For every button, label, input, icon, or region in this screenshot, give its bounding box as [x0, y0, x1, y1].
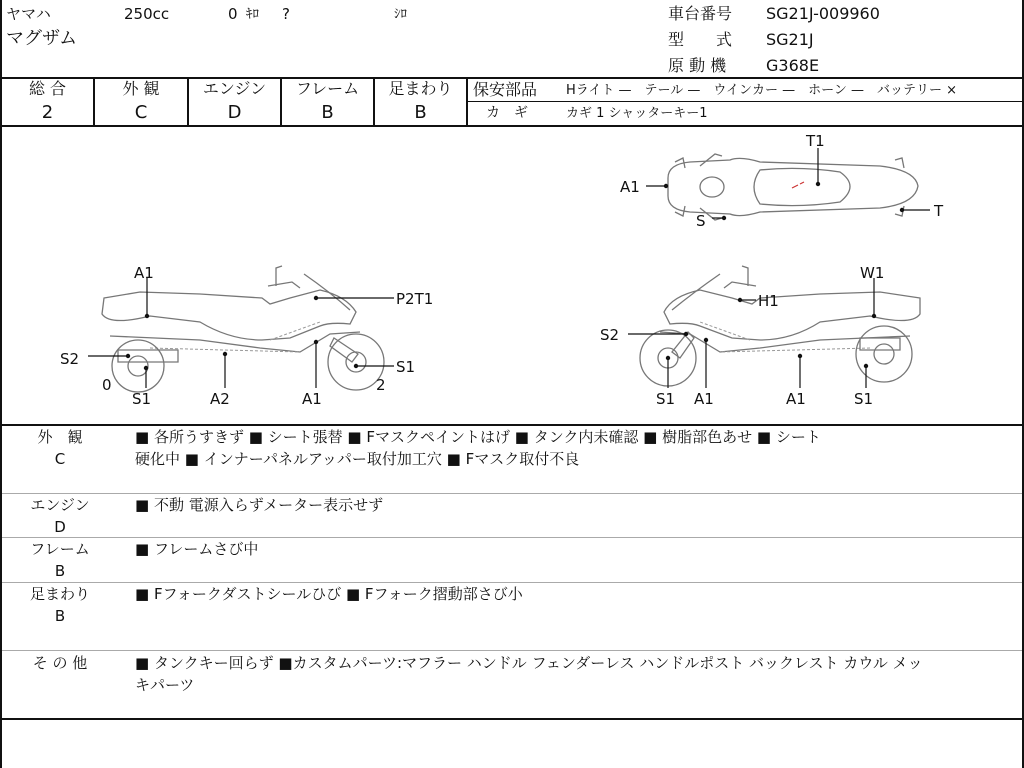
label-left-a1-top: A1 [134, 264, 154, 282]
frame-number: SG21J-009960 [766, 4, 880, 23]
label-right-s1-right: S1 [854, 390, 874, 408]
key-value: カギ 1 シャッターキー1 [566, 106, 708, 121]
label-left-a2: A2 [210, 390, 230, 408]
label-left-s2: S2 [60, 350, 80, 368]
color-label: ｼﾛ [394, 7, 407, 22]
label-top-s: S [696, 212, 706, 230]
left-side-bike [102, 266, 384, 392]
detail-exterior-text-2: 硬化中 ■ インナーパネルアッパー取付加工穴 ■ Fマスク取付不良 [135, 450, 580, 468]
grade-exterior-label: 外 観 [122, 79, 160, 98]
mileage-value: 0 [228, 5, 238, 23]
divider-diagram [0, 424, 1024, 426]
detail-suspension-grade: B [54, 607, 66, 625]
model-code: SG21J [766, 30, 814, 49]
divider-details [0, 718, 1024, 720]
grade-divider [466, 78, 468, 126]
grade-frame-value: B [321, 102, 334, 123]
mileage-flag: ? [282, 5, 290, 23]
label-left-2: 2 [376, 376, 386, 394]
frame-number-label: 車台番号 [668, 4, 733, 23]
label-right-h1: H1 [758, 292, 779, 310]
detail-divider [2, 493, 1022, 494]
damage-diagram [0, 126, 1024, 424]
detail-engine-category: エンジン [30, 496, 90, 514]
label-left-s1-front: S1 [396, 358, 416, 376]
label-right-s1-left: S1 [656, 390, 676, 408]
label-left-s1-bottom: S1 [132, 390, 152, 408]
detail-frame-category: フレーム [30, 540, 90, 558]
detail-frame-grade: B [54, 562, 66, 580]
label-right-a1-left: A1 [694, 390, 714, 408]
detail-exterior-category: 外 観 [37, 428, 83, 446]
detail-suspension-category: 足まわり [29, 585, 90, 603]
top-view-bike [668, 154, 918, 220]
safety-items: Hライト — テール — ウインカー — ホーン — バッテリー × [566, 83, 958, 98]
model-name: マグザム [6, 28, 78, 49]
detail-divider [2, 650, 1022, 651]
grade-suspension-value: B [414, 102, 427, 123]
safety-divider [467, 101, 1023, 102]
detail-divider [2, 582, 1022, 583]
label-right-w1: W1 [860, 264, 885, 282]
detail-other-category: そ の 他 [32, 654, 88, 672]
maker-name: ヤマハ [6, 5, 51, 23]
safety-label: 保安部品 [473, 80, 538, 99]
detail-divider [2, 537, 1022, 538]
detail-other-text-1: ■ タンクキー回らず ■カスタムパーツ:マフラー ハンドル フェンダーレス ハンドルポスト バックレスト カウル メッ [135, 654, 923, 672]
grade-engine-value: D [227, 102, 242, 123]
right-side-bike [640, 266, 920, 386]
grade-overall-value: 2 [41, 102, 54, 123]
label-top-t1: T1 [806, 132, 825, 150]
grade-frame-label: フレーム [295, 79, 360, 98]
detail-frame-text-1: ■ フレームさび中 [135, 540, 259, 558]
label-right-s2: S2 [600, 326, 620, 344]
detail-engine-text-1: ■ 不動 電源入らずメーター表示せず [135, 496, 384, 514]
model-code-label: 型 式 [668, 30, 733, 49]
key-label: カ ギ [486, 105, 528, 121]
detail-suspension-text-1: ■ Fフォークダストシールひび ■ Fフォーク摺動部さび小 [135, 585, 523, 603]
detail-engine-grade: D [54, 518, 66, 536]
label-right-a1-mid: A1 [786, 390, 806, 408]
engine-displacement: 250cc [124, 5, 170, 23]
engine-code-label: 原 動 機 [668, 56, 727, 75]
mileage-unit: ｷﾛ [246, 7, 259, 22]
label-left-p2t1: P2T1 [396, 290, 434, 308]
grade-exterior-value: C [134, 102, 148, 123]
detail-exterior-text-1: ■ 各所うすきず ■ シート張替 ■ Fマスクペイントはげ ■ タンク内未確認 ■ 樹脂部色あせ ■ シート [135, 428, 821, 446]
detail-other-text-2: キパーツ [135, 676, 195, 694]
engine-code: G368E [766, 56, 820, 75]
label-top-a1: A1 [620, 178, 640, 196]
grade-suspension-label: 足まわり [388, 79, 453, 98]
grade-engine-label: エンジン [202, 79, 267, 98]
label-top-t: T [934, 202, 944, 220]
label-left-0: 0 [102, 376, 112, 394]
grade-overall-label: 総 合 [28, 79, 67, 98]
label-left-a1-bottom: A1 [302, 390, 322, 408]
detail-exterior-grade: C [54, 450, 66, 468]
